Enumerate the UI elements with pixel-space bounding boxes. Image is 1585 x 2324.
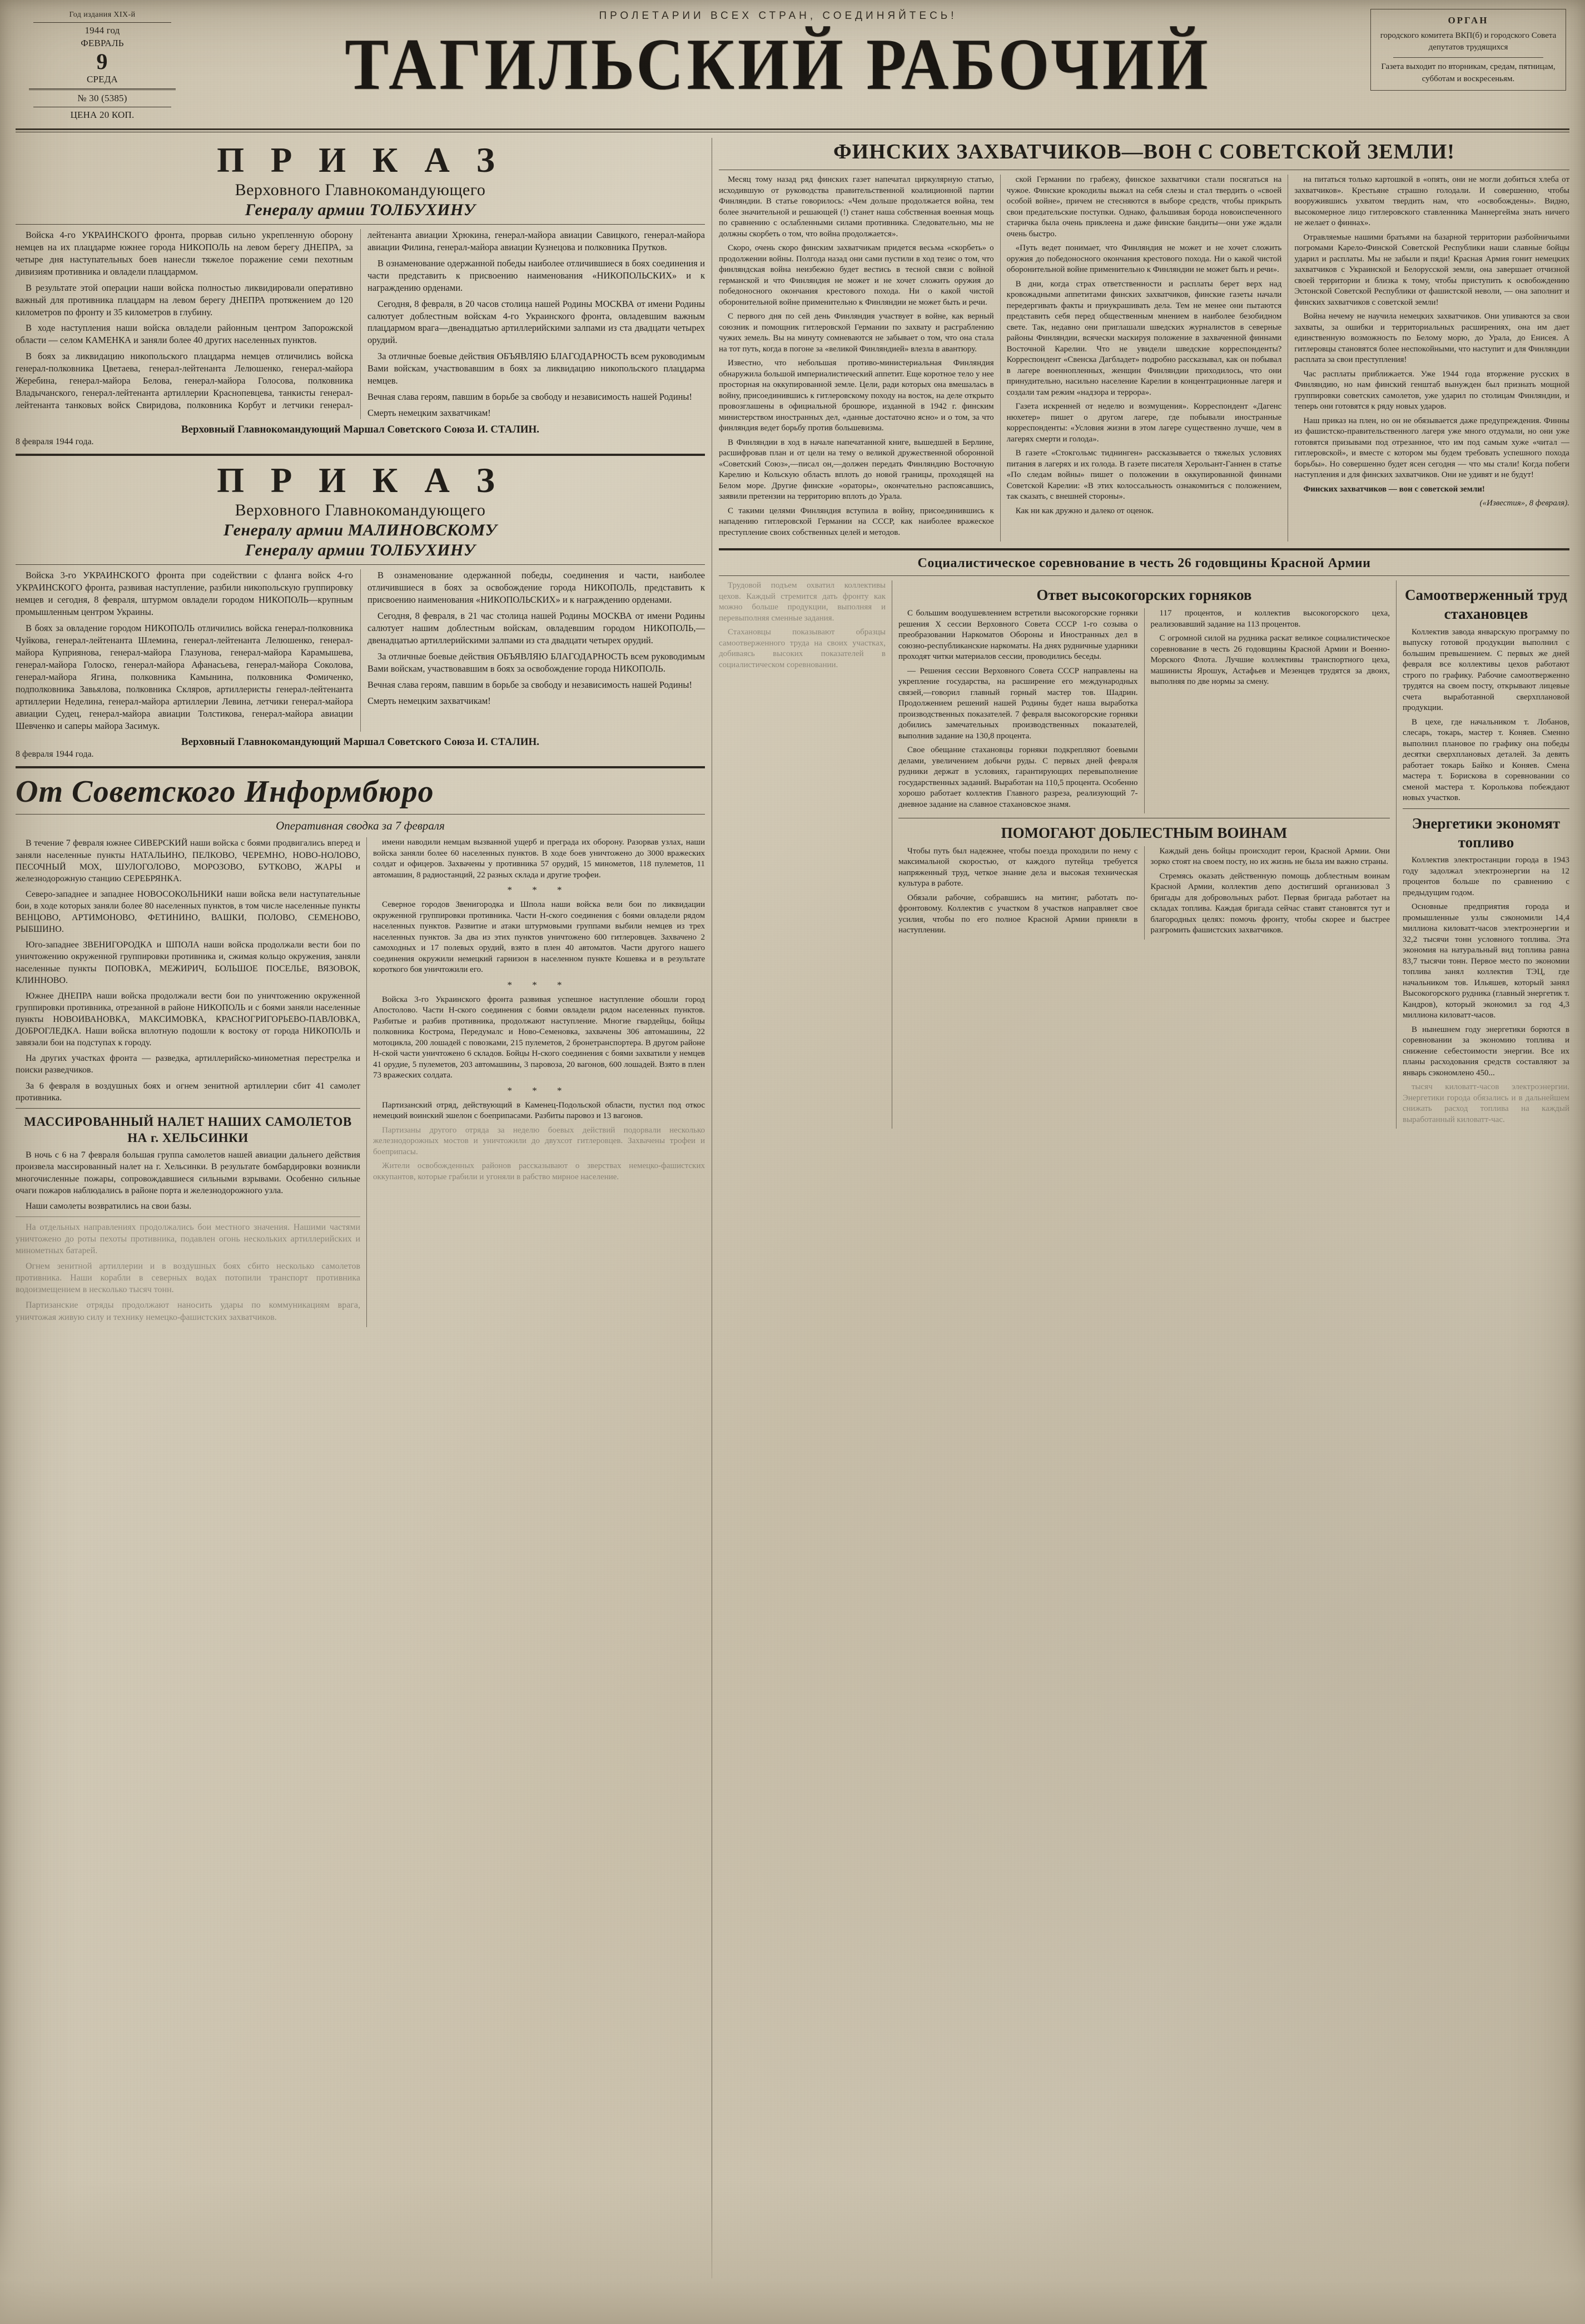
sovinform-faded-col-2: Партизаны другого отряда за неделю боевых действий подорвали несколько железнодорожных мостов и уничтожили до двухсот гитлеровцев. Захвачены трофеи и боеприпасы. Жители освобожденных районов рассказывают о зверствах немецко-фашистских оккупантов, которые грабили и угоняли в рабство мирное население. [373,1125,705,1181]
sovinformburo-section [16,774,705,1327]
order-1-para: Войска 4-го УКРАИНСКОГО фронта, прорвав сильно укрепленную оборону немцев на их плацдарме южнее города НИКОПОЛЬ на левом берегу ДНЕПРА, за четыре дня наступательных боев нанесли тяжелое поражение семи пехотным дивизиям противника и овладели плацдармом. [16,229,353,277]
finnish-para: Война нечему не научила немецких захватчиков. Они упиваются за свои захваты, за ошибки и территориальных расширениях, она им дает единственную возможность по Белому морю, до Урала, до Енисея. А гитлеровцы становятся более неспокойными, что наступит и для Финляндии расплата за свои преступления! [1294,312,1570,365]
publication-schedule: Газета выходит по вторникам, средам, пятницам, субботам и воскресеньям. [1381,62,1556,83]
help-para: Чтобы путь был надежнее, чтобы поезда проходили по нему с максимальной скоростью, от каждого путейца требуется напряженный труд, четкое знание дела и высокая техническая культура в работе. [898,846,1138,888]
help-soldiers-headline: ПОМОГАЮТ ДОБЛЕСТНЫМ ВОИНАМ [1001,825,1288,842]
masthead-title-block [186,8,1370,105]
sovinform-para: Южнее ДНЕПРА наши войска продолжали вести бои по уничтожению окруженной группировки противника, отрезанной в районе НИКОПОЛЬ и с боями заняли населенные пункты НОВОИВАНОВКА, МАКСИМОВКА, КРАСНОГРИГОРЬЕВО-ПАВЛОВКА, ДОБРОГЛЕДКА. Наши войска вплотную подошли к востоку от города НИКОПОЛЬ и завязали бои на подступах к городу. [16,991,360,1048]
sovinform-para: Северное городов Звенигородка и Шпола наши войска вели бои по ликвидации окруженной группировки противника. Части Н-ского соединения с боями овладели рядом населенных пунктов. Развитие и атаки штурмовыми группами выбили немцев из трех населенных пунктов. За два из этих пунктов уничтожено 600 гитлеровцев. Захвачено 2 самоходных и 17 полевых орудий, взято в плен 40 автоматов. Части другого нашего соединения окружили немецкий гарнизон в населенном пункте Кошевка и в результате короткого боя уничтожили его. [373,900,705,975]
sovinform-para: За 6 февраля в воздушных боях и огнем зенитной артиллерии сбит 41 самолет противника. [16,1081,360,1103]
order-1-para: Смерть немецким захватчикам! [367,408,491,419]
order-1-date: 8 февраля 1944 года. [16,437,94,446]
newspaper-title: ТАГИЛЬСКИЙ РАБОЧИЙ [345,23,1211,105]
socialist-competition-banner: Социалистическое соревнование в честь 26 годовщины Красной Армии [917,556,1371,571]
vysokogorsk-article [898,580,1390,1129]
order-1-addressee: Генералу армии ТОЛБУХИНУ [245,200,476,219]
issue-year: 1944 год [85,24,120,36]
finnish-para: С такими целями Финляндия вступила в войну, присоединившись к нападению гитлеровской Германии на СССР, как наиболее вражеское преступление своих собственных целей и методов. [719,506,994,537]
air-raid-para: В ночь с 6 на 7 февраля большая группа самолетов нашей авиации дальнего действия произвела массированный налет на г. Хельсинки. В результате бомбардировки возникли многочисленные пожары, сопровождавшиеся сильными взрывами. Особенно сильные очаги пожаров наблюдались в районе порта и железнодорожного узла. [16,1150,360,1195]
stakhanovite-headline: Самоотверженный труд стахановцев [1405,587,1567,623]
order-2-para: Войска 3-го УКРАИНСКОГО фронта при содействии с фланга войск 4-го УКРАИНСКОГО фронта, развивая наступление, разбили никопольскую группировку немцев и сегодня, 8 февраля, штурмом овладели городом НИКОПОЛЬ—крупным промышленным центром Украины. [16,570,353,618]
order-2 [16,461,705,759]
order-2-addressee-2: Генералу армии ТОЛБУХИНУ [245,541,476,560]
order-1-para: В ознаменование одержанной победы наиболее отличившиеся в боях соединения и части представить к присвоению наименования «НИКОПОЛЬСКИХ» и к награждению орденами. [367,257,705,293]
finnish-para: Отравляемые нашими братьями на базарной территории разбойничьими погромами Карело-Финской Советской Республики наши славные бойцы ударил и расплаты. Мы не забыли и пяди! Красная Армия гонит немецких захватчиков с Украинской и Белорусской земли, она завершает отчизной своей территории и близка к тому, чтобы приступить к освобождению Эстонской Советской Республики от фашистской неволи, — она заполнит и финских захватчиков с советской земли! [1294,232,1570,307]
order-2-text [16,569,705,732]
sovinformburo-col-1 [16,837,360,1327]
issue-weekday: СРЕДА [86,73,118,85]
issue-number: № 30 (5385) [77,92,127,103]
finnish-col-1 [719,175,994,542]
finnish-article-headline: ФИНСКИХ ЗАХВАТЧИКОВ—ВОН С СОВЕТСКОЙ ЗЕМЛИ! [833,140,1455,163]
sovinform-para: В течение 7 февраля южнее СИВЕРСКИЙ наши войска с боями продвигались вперед и заняли населенные пункты НАТАЛЬИНО, ПЕЛКОВО, ЧЕРЕМНО, НОВО-НОЛОВО, ПЕСОЧНЫЙ МОХ, ШУЛОГОЛОВО, МОРОЗОВО, БУТКОВО, ЖАРЫ и железнодорожную станцию СЕРЕБРЯНКА. [16,838,360,883]
order-1-text [16,229,705,419]
order-1-title: П Р И К А З [217,140,504,180]
finnish-para: С первого дня по сей день Финляндия участвует в войне, как верный союзник и помощник гитлеровской Германии по захвату и расграблению чужих земель. Вы на минуту сомневаются не забывает о том, что она стала на тот путь, когда в погоне за «великой Финляндией» влезла в авантюру. [719,312,994,354]
issue-price: ЦЕНА 20 КОП. [70,109,135,120]
finnish-para: Скоро, очень скоро финским захватчикам придется весьма «скорбеть» о продолжении войны. Полгода назад они сами пустили в ход тезис о том, что финляндская война неизбежно будет вестись в тесной связи с войной германской и что Финляндия не может и не хочет сложить оружия до победоносного окончания крестового похода. Ни о какой чистой оборонительной войне применительно к Финляндии не может быть и речи. [719,244,994,307]
section-stars: * * * [507,885,571,896]
vysokogorsk-para: 117 процентов, и коллектив высокогорского цеха, реализовавший задание на 113 процентов. [1150,609,1390,629]
energy-savings-headline: Энергетики экономят топливо [1412,815,1561,851]
section-stars: * * * [507,979,571,990]
masthead-issue-info [19,8,186,122]
organ-label: ОРГАН [1448,15,1489,26]
vysokogorsk-para: С большим воодушевлением встретили высокогорские горняки решения X сессии Верховного Совета СССР 1-го созыва о преобразовании Наркоматов Обороны и Иностранных дел в союзно-республиканские наркоматы. На днях рудничные ударники проходят читки материалов сессии, проводились беседы. [898,609,1138,662]
finnish-slogan: Финских захватчиков — вон с советской земли! [1303,484,1485,494]
order-2-para: Смерть немецким захватчикам! [367,695,491,706]
finnish-para: Наш приказ на плен, но он не обязывается даже предупреждения. Финны из фашистско-правительственного лагеря уже много отдумали, но они уже готовятся призывами под отрезанное, что им под самым хуже «читал — гитлеровской», и вместе с котором мы будем требовать успешного похода борьбы». Но совершенно будет ясен сегодня — что мы стали! Когда побеги наступления и для финских захватчиков. Они не удивят и не будут! [1294,416,1570,480]
order-2-para: Вечная слава героям, павшим в борьбе за свободу и независимость нашей Родины! [367,679,693,690]
order-1-signature: Верховный Главнокомандующий Маршал Советского Союза И. СТАЛИН. [181,424,540,435]
order-1-para: В боях за ликвидацию никопольского плацдарма немцев отличились войска генерал-полковника Цветаева, генерал-лейтенанта Лелюшенко, генерал-майора Жеребина, генерал-майора Белова, генерал-майора Голосова, полковника Владычанского, генерал-лейтенанта артиллерии Краснопевцева, танкисты генерал-лейтенанта танковых войск Свиридова, полковника Корбут и летчики генерал-лейтенанта авиации Хрюкина, генерал-майора авиации Савицкого, генерал-майора авиации Филина, генерал-майора авиации Кузнецова и полковника Прутков. [16,229,705,411]
organ-lines: городского комитета ВКП(б) и городского Совета депутатов трудящихся [1380,31,1557,52]
order-2-para: В ознаменование одержанной победы, соединения и части, наиболее отличившиеся в боях за освобождение города НИКОПОЛЬ, представить к присвоению наименования «НИКОПОЛЬСКИХ» и к награждению орденами. [367,570,705,605]
sovinformburo-columns [16,837,705,1327]
sovinform-para: Юго-западнее ЗВЕНИГОРОДКА и ШПОЛА наши войска продолжали вести бои по уничтожению окруженной группировки противника и, сжимая кольцо окружения, заняли населенные пункты ПОПОВКА, МЕЖИРИЧ, БОЛЬШОЕ ПОСЕЛЬЕ, ВЯЗОВОК, КЛИННОВО. [16,940,360,985]
masthead-organ-block [1370,9,1566,91]
vysokogorsk-headline: Ответ высокогорских горняков [1036,587,1252,604]
finnish-para: В газете «Стокгольмс тиднинген» рассказывается о тяжелых условиях питания в лагерях и их голода. В газете писателя Херольант-Ганнен в статье «По следам войны» пишет о положении в оккупированной финнами Советской Карелии: «В этих колоссальность ознакомиться с положением, так сказать, с внешней стороны». [1006,449,1282,501]
stakhanovite-para: В цехе, где начальником т. Лобанов, слесарь, токарь, мастер т. Коняев. Сменно выполнил плановое по графику она победы десятки сверхплановых деталей. За девять работает токарь Байко и Коняев. Смена мастера т. Борискова в соревновании со сменой мастера т. Королькова побеждают новых участков. [1403,717,1569,803]
sovinformburo-subtitle: Оперативная сводка за 7 февраля [276,819,445,833]
help-para: Стремясь оказать действенную помощь доблестным воинам Красной Армии, коллектив депо достигший организовал 3 бригады для добровольных работ. Первая бригада работает на складах топлива. Каждая бригада сейчас ставят становятся тут и благородных целях: помочь фронту, чтобы скорее и быстрее разгромить фашистских захватчиков. [1150,871,1390,935]
order-2-date: 8 февраля 1944 года. [16,749,94,759]
stakhanovite-para: Коллектив завода январскую программу по выпуску готовой продукции выполнил с большим превышением. С первых же дней февраля все коллективы цехов работают строго по графику. Рабочие самоотверженно трудятся на своем посту, открывают лицевые счета выработанной сверхплановой продукции. [1403,627,1569,713]
finnish-para: В дни, когда страх ответственности и расплаты берет верх над кровожадными аппетитами финских захватчиков, финские газеты начали передергивать факты и приукрашивать дела. Тем не менее они пытаются представить себя перед общественным мнением в наиболее безобидном свете. Так, недавно они приглашали шведских журналистов в северные районы Финляндии, всячески маскируя положение в захваченной финнами Восточной Карелии. Что не увидели шведские корреспонденты? Корреспондент «Свенска Дагбладет» подробно рассказывал, как он побывал в лагере военнопленных, женщин Финляндии приходилось, что они принудительно, насильно население Карелии в концентрационные лагеря и создали там режим «надзора и террора». [1006,279,1282,397]
order-1-para: В ходе наступления наши войска овладели районным центром Запорожской области — селом КАМЕНКА и заняли более 40 других населенных пунктов. [16,322,353,346]
order-2-addressee-1: Генералу армии МАЛИНОВСКОМУ [223,521,498,540]
proletarian-slogan: ПРОЛЕТАРИИ ВСЕХ СТРАН, СОЕДИНЯЙТЕСЬ! [599,10,957,22]
sovinformburo-title: От Советского Информбюро [16,774,434,810]
sovinform-faded-col-1: На отдельных направлениях продолжались бои местного значения. Нашими частями уничтожено до роты пехоты противника, подавлен огонь нескольких артиллерийских и минометных батарей. Огнем зенитной артиллерии и в воздушных боях сбито несколько самолетов противника. Наши корабли в северных водах потопили транспорт противника водоизмещением в несколько тысяч тонн. Партизанские отряды продолжают наносить удары по коммуникациям врага, уничтожая живую силу и технику немецко-фашистских захватчиков. [16,1222,360,1322]
order-2-para: Сегодня, 8 февраля, в 21 час столица нашей Родины МОСКВА от имени Родины салютует нашим доблестным войскам, овладевшим городом НИКОПОЛЬ,—двенадцатью артиллерийскими залпами из ста двадцати четырех орудий. [367,610,705,645]
finnish-para: Известно, что небольшая противо-министериальная Финляндия обнаружила большой империалистический аппетит. Еще коротное тело у нее просторная на оккупированной земле. Цели, ради которых она вмешалась в войну, присоединившись к гитлеровскому походу на восток, на деле открыто провозглашены в официальной брошюре, изданной в 1942 г. финским министерством иностранных дел, «данные достаточно ясно» и о том, за что финляндия ведет борьбу против большевизма. [719,359,994,433]
order-1-subtitle: Верховного Главнокомандующего [235,180,486,199]
right-narrow-column [1403,580,1569,1129]
order-1-para: В результате этой операции наши войска полностью ликвидировали оперативно важный для противника плацдарм на левом берегу ДНЕПРА протяжением до 120 километров по фронту и 35 километров в глубину. [16,282,353,317]
order-2-subtitle: Верховного Главнокомандующего [235,501,486,520]
finnish-source: («Известия», 8 февраля). [1479,499,1570,508]
energy-para: Коллектив электростанции города в 1943 году задолжал электроэнергии на 12 процентов больше по сравнению с предыдущим годом. [1403,856,1569,897]
sovinformburo-col-2 [373,837,705,1327]
sovinform-para: имени наводили немцам вызванной ущерб и преграда их оборону. Разорвав узлах, наши войска заняли более 60 населенных пунктов. В ходе боев уничтожено до 3000 вражеских солдат и офицеров. Захвачены у противника 57 орудий, 15 минометов, 118 пулеметов, 11 автомашин, 8 радиостанций, 22 разных склада и другие трофеи. [373,838,705,880]
socialist-columns [719,580,1569,1129]
sovinform-para: Северо-западнее и западнее НОВОСОКОЛЬНИКИ наши войска вели наступательные бои, в ходе которых заняли более 80 населенных пунктов, в том числе населенные пункты ВЕНЦОВО, АРТИМОНОВО, ФЕТИНИНО, ВАШКИ, ПОЛОВО, СЕМЕНОВО, РЫБШИНО. [16,889,360,935]
finnish-para: Газета искренней от неделю и возмущения». Корреспондент «Дагенс нюхетер» пишет о другом лагере, где побывали иностранные корреспонденты: «Условия жизни в этом лагере существенно лучше, чем в лагерях смерти и голода». [1006,402,1282,444]
finnish-para: на питаться только картошкой в «опять, они не могли добиться хлеба от захватчиков». Крестьяне страшно голодали. И совершенно, чтобы вооружившись ухватом твердить нам, что «освобождены». Видно, высокомерное лицо гитлеровского ставленника Маннергейма знать ничего не желает о финнах». [1294,175,1570,228]
finnish-para: Час расплаты приближается. Уже 1944 года вторжение русских в Финляндию, но нам финский генштаб вынужден был признать мощной группировки советских самолетов, уже ударил по столицам Финляндии, и теперь они готовятся к ряду новых ударов. [1294,369,1570,411]
energy-para: В нынешнем году энергетики борются в соревновании за экономию топлива и снижение себестоимости энергии. Все их планы расходования средств составляют за январь сэкономлено 450... [1403,1025,1569,1077]
vysokogorsk-left-filler: Трудовой подъем охватил коллективы цехов. Каждый стремится дать фронту как можно больше продукции, выполняя и перевыполняя сменные задания. Стахановцы показывают образцы самоотверженного труда на своих участках, добиваясь высоких показателей в социалистическом соревновании. [719,581,886,669]
finnish-col-2 [1007,175,1282,542]
page-body [0,132,1585,2290]
issue-month: ФЕВРАЛЬ [81,37,124,48]
masthead [0,0,1585,125]
finnish-col-3 [1294,175,1569,542]
order-1 [16,141,705,447]
finnish-para: В Финляндии в ход в начале напечатанной книге, вышедшей в Берлине, расшифровав план и от цели на тему о великой дружественной оборонной «Советский Союз»,—писал он,—должен передать Финляндию Восточную Карелию и Кольскую область вплоть до новой границы, проходящей на Белом море. Другие финские «ораторы», окончательно распоясавшись, заявили претензии на территорию вплоть до Урала. [719,438,994,501]
order-1-para: Вечная слава героям, павшим в борьбе за свободу и независимость нашей Родины! [367,391,693,403]
section-stars: * * * [507,1085,571,1096]
sovinform-para: На других участках фронта — разведка, артиллерийско-минометная перестрелка и поиски разведчиков. [16,1054,360,1075]
issue-day: 9 [96,48,108,74]
vysokogorsk-para: — Решения сессии Верховного Совета СССР направлены на укрепление государства, на расширение его международных связей,—говорил главный горный мастер тов. Шадрин. Продолжением решений нашей Родины будет наша выработка производственных показателей. 7 февраля высокогорские горняки добились замечательных производственных показателей, выполнив задание на 130,8 процента. [898,666,1138,741]
finnish-article-columns [719,175,1569,542]
order-2-title: П Р И К А З [217,461,504,500]
finnish-para: Как ни как дружно и далеко от оценок. [1015,506,1154,515]
left-half [16,138,705,2278]
order-2-signature: Верховный Главнокомандующий Маршал Советского Союза И. СТАЛИН. [181,736,540,748]
order-2-para: В боях за овладение городом НИКОПОЛЬ отличились войска генерал-полковника Чуйкова, генерал-лейтенанта Шлемина, генерал-лейтенанта Лелюшенко, генерал-майора Куприянова, генерал-майора Глазунова, генерал-майора Карамышева, генерал-майора Голоско, генерал-майора Афанасьева, генерал-майора Соколова, генерал-майора Ягина, полковника Камынина, полковника Фомиченко, подполковника Завьялова, полковника Скляров, артиллеристы генерал-лейтенанта артиллерии Неделина, генерал-майора артиллерии Левина, летчики генерал-майора авиации Судец, генерал-майора авиации Толстикова, генерал-майора авиации Шевченко и саперы майора Засимук. [16,623,353,731]
air-raid-para: Наши самолеты возвратились на свои базы. [26,1201,192,1211]
issue-year-line: Год издания XIX-й [69,11,136,19]
sovinform-para: Партизанский отряд, действующий в Каменец-Подольской области, пустил под откос немецкий воинский эшелон с боеприпасами. Разбиты паровоз и 13 вагонов. [373,1100,705,1121]
vysokogorsk-para: С огромной силой на рудника раскат великое социалистическое соревнование в честь 26 годовщины Красной Армии и Военно-Морского Флота. Лучшие коллективы транспортного цеха, машинисты Ярошук, Астафьев и Мезенцев трудятся за двоих, выполняя по две нормы за смену. [1150,634,1390,687]
air-raid-headline: МАССИРОВАННЫЙ НАЛЕТ НАШИХ САМОЛЕТОВ НА г. ХЕЛЬСИНКИ [24,1114,352,1145]
finnish-para: ской Германии по грабежу, финское захватчики стали посягаться на чужое. Финские крокодилы выжал на себя слезы и стал твердить о «своей особой войне», причем не стесняются в выборе средств, чтобы прикрыть свои предательские поступки. Однако, фальшивая борода новоиспеченного старичка была очень приклеена и даже финские бандиты—они уже ждали очень быстро. [1006,175,1282,239]
order-2-para: За отличные боевые действия ОБЪЯВЛЯЮ БЛАГОДАРНОСТЬ всем руководимым Вами войскам, участвовавшим в боях за освобождение города НИКОПОЛЬ. [367,650,705,674]
vysokogorsk-para: Свое обещание стахановцы горняки подкрепляют боевыми делами, увеличением добычи руды. С первых дней февраля рудники держат в условиях, гарантирующих перевыполнение государственных заданий. Выработан на 110,5 процента. Особенно хорошо работает коллектив Главного разреза, реализующий 7-дневное задание на славное стахановское знамя. [898,746,1138,809]
right-half [719,138,1569,2278]
help-para: Обязали рабочие, собравшись на митинг, работать по-фронтовому. Коллектив с участком 8 участков направляет свое усилия, чтобы по его полное Красной Армии приняли в наступлении. [898,893,1138,935]
order-1-para: За отличные боевые действия ОБЪЯВЛЯЮ БЛАГОДАРНОСТЬ всем руководимым Вами войскам, участвовавшим в боях за ликвидацию никопольского плацдарма немцев. [367,351,705,386]
energy-para: Основные предприятия города и промышленные узлы сэкономили 14,4 миллиона киловатт-часов электроэнергии и 32,2 тысячи тонн условного топлива. Эта экономия на натуральный вид топлива равна 83,7 тысячи тонн. Первое место по экономии топлива занял коллектив ТЭЦ, где начальником тов. Ильяшев, который занял Высокогорского рудника (главный энергетик т. Кандров), который экономил за год 4,3 миллиона киловатт-часов. [1403,902,1569,1020]
order-1-para: Сегодня, 8 февраля, в 20 часов столица нашей Родины МОСКВА от имени Родины салютует доблестным войскам 4-го Украинского фронта, овладевшим важным плацдармом врага—двенадцатью артиллерийскими залпами из ста двадцати четырех орудий. [367,298,705,346]
finnish-para: Месяц тому назад ряд финских газет напечатал циркулярную статью, исходившую от руководства правительственной коалиционной партии Финляндии. В статье говорилось: «Чем дольше продолжается война, тем более значительной и решающей (!) станет наша собственная военная мощь по сравнению с ослабленными силами противника. Следовательно, мы не должны скорбеть о том, что война продолжается». [719,175,994,239]
help-para: Каждый день бойцы происходит герои, Красной Армии. Они зорко стоят на своем посту, но их жизнь не была им важно страны. [1150,846,1390,867]
sovinform-para: Войска 3-го Украинского фронта развивая успешное наступление обошли город Апостолово. Части Н-ского соединения с боями овладели рядом населенных пунктов. Разбитые и разбив противника, продолжают наступление. Многие гвардейцы, бойцы полковника Кострома, Передумалс и Ново-Семеновка, захвачены 306 автомашины, 22 мотоцикла, 200 лошадей с повозками, 215 пулеметов, 2 бронетранспортера. В другом районе Н-ской части уничтожено 6 складов. Бойцы Н-ского соединения с боями захватили у немцев 41 орудие, 5 пулеметов, 203 автомашины, 3 паровоза, 20 вагонов, 600 лошадей. Взято в плен 73 вражеских солдата. [373,995,705,1080]
energy-faded-tail: тысяч киловатт-часов электроэнергии. Энергетики города обязались и в дальнейшем снижать расход топлива на каждый выработанный киловатт-час. [1403,1082,1569,1124]
finnish-para: «Путь ведет понимает, что Финляндия не может и не хочет сложить оружия до победоносного окончания крестового похода. Ни о какой чистой оборонительной войне применительно к Финляндии не может быть и речи». [1006,244,1282,275]
